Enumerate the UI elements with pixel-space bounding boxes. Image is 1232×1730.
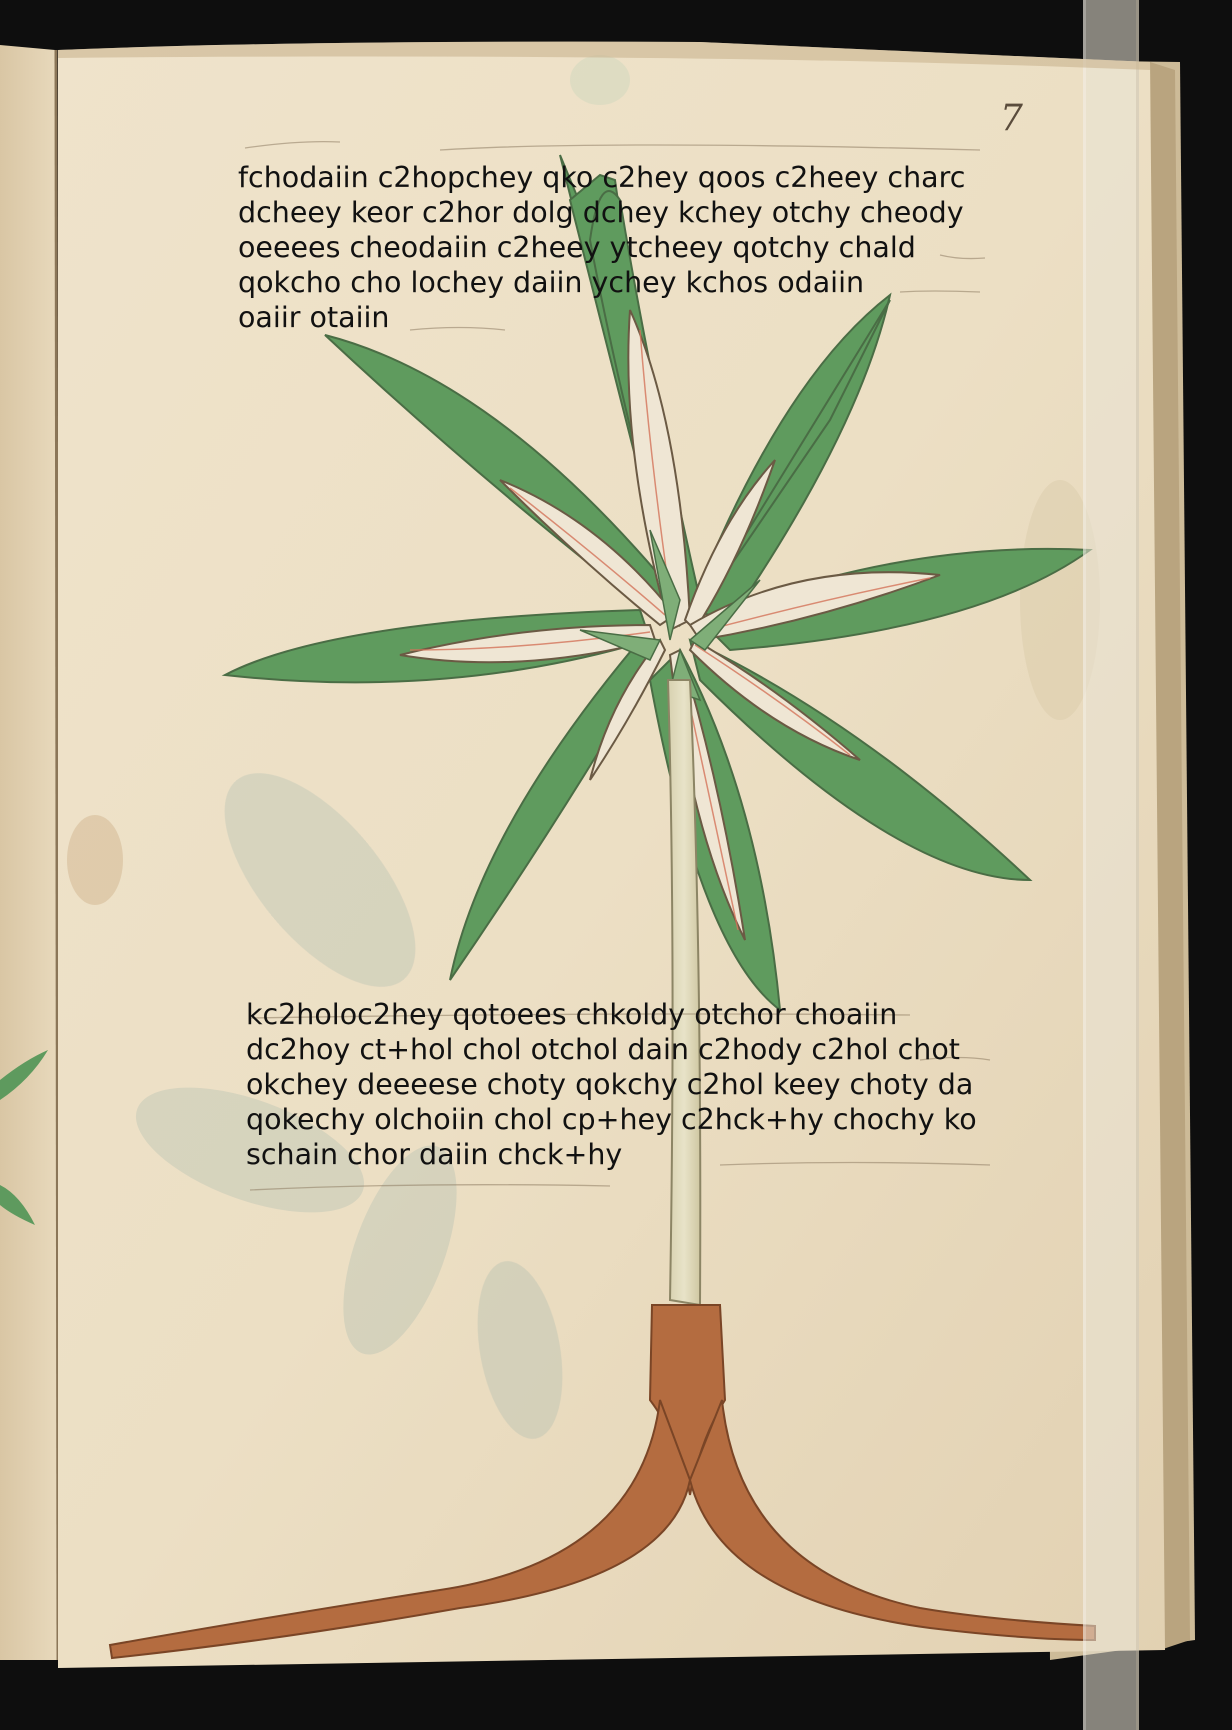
text-line: dcheey keor c2hor dolg dchey kchey otchy cheody [238,196,964,229]
bottom-paragraph [246,997,1008,1172]
text-line: okchey deeeese choty qokchy c2hol keey choty da [246,1068,974,1101]
folio-number: 7 [1000,98,1023,139]
text-line: oeeees cheodaiin c2heey ytcheey qotchy chald [238,231,916,264]
text-line: schain chor daiin chck+hy [246,1138,623,1171]
text-line: qokechy olchoiin chol cp+hey c2hck+hy chochy ko [246,1103,977,1136]
text-line: fchodaiin c2hopchey qko c2hey qoos c2heey charc [238,161,966,194]
tape-strip [1083,0,1139,1730]
text-line: qokcho cho lochey daiin ychey kchos odaiin [238,266,865,299]
top-paragraph [238,160,1008,335]
text-line: oaiir otaiin [238,301,390,334]
text-line: kc2holoc2hey qotoees chkoldy otchor choaiin [246,998,898,1031]
left-facing-page [0,45,58,1660]
text-line: dc2hoy ct+hol chol otchol dain c2hody c2hol chot [246,1033,960,1066]
